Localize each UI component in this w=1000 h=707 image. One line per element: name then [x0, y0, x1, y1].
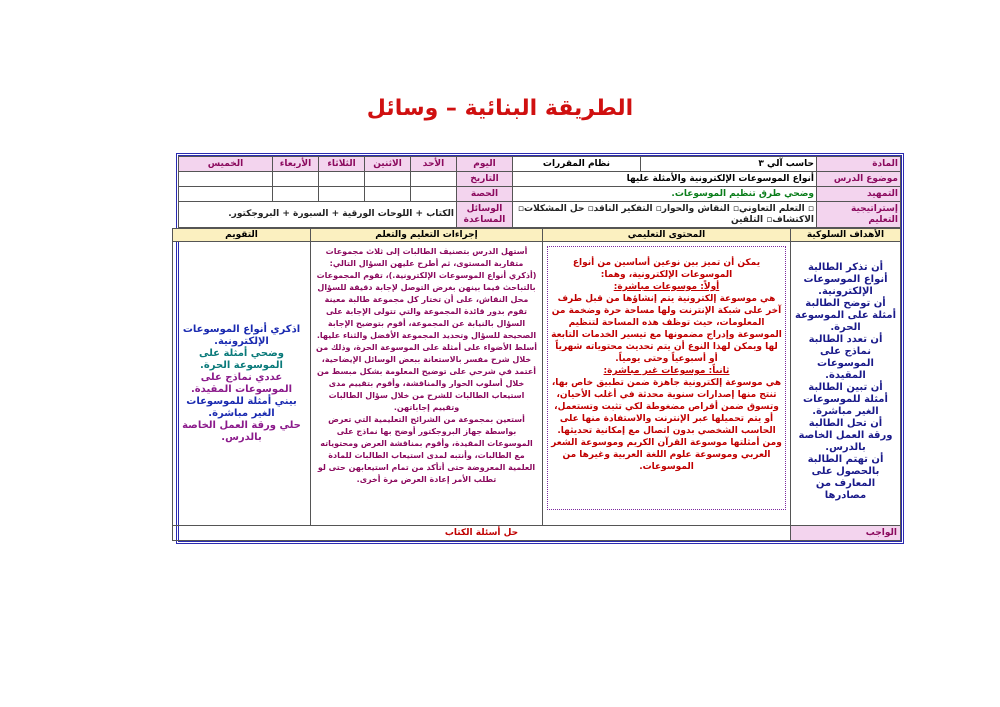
date-cell [411, 172, 457, 187]
procedure-item: أستعين بمجموعة من الشرائح التعليمية التي تعرض بواسطة جهاز البروجكتور أوضح بها نماذج على الموسوعات المقيدة، وأقوم بمناقشة العرض ومحتوياته مع الطالبات، وأنتبه لمدى استيعاب الطالبات للمادة العلمية المعروضة حتى أتأكد من تمام استيعابهن حتى لو تطلب الأمر إعادة العرض مرة أخرى. [317, 415, 536, 484]
homework-value: حل أسئلة الكتاب [173, 526, 791, 541]
col-evaluation-header: التقويم [173, 229, 311, 242]
topic-label: موضوع الدرس [817, 172, 901, 187]
strategy-label: إستراتيجية التعليم [817, 202, 901, 228]
period-cell [273, 187, 319, 202]
day-sunday: الأحد [411, 157, 457, 172]
col-goals-header: الأهداف السلوكية [791, 229, 901, 242]
evaluation-item: اذكري أنواع الموسوعات الإلكترونية. [182, 323, 301, 347]
subject-label: المادة [817, 157, 901, 172]
goal-item: أن توضح الطالبة أمثلة على الموسوعة الحرة. [795, 298, 896, 333]
evaluation-item: بيني أمثلة للموسوعات الغير مباشرة. [186, 395, 297, 419]
period-cell [411, 187, 457, 202]
date-cell [319, 172, 365, 187]
goal-item: أن تهتم الطالبة بالحصول على المعارف من مصادرها [807, 454, 884, 501]
procedure-item: أستهل الدرس بتصنيف الطالبات إلى ثلاث مجموعات متقاربة المستوى، ثم أطرح عليهن السؤال التالي: (أذكري أنواع الموسوعات الإلكترونية.)، تقوم المجموعات بالتباحث فيما بينهن بغرض التوصل لإجابة دقيقة للسؤال محل النقاش، على أن تختار كل مجموعة طالبة معينة تقوم بدور قائدة المجموعة والتي تتولى الإجابة على السؤال بالنيابة عن المجموعة، أقوم بتوضيح الإجابة الصحيحة للسؤال وتحديد المجموعة الأفضل والثناء عليها. [316, 247, 537, 340]
header-table [178, 156, 901, 228]
date-cell [178, 172, 272, 187]
intro-label: التمهيد [817, 187, 901, 202]
homework-label: الواجب [791, 526, 901, 541]
content-second-body: هي موسوعة إلكترونية جاهزة ضمن تطبيق خاص بها، تنتج منها إصدارات سنوية محدثة في أغلب الأحيان، وتسوق ضمن أقراص مضغوطة لكي تثبت وتستعمل، أو يتم تحميلها عبر الإنترنت والاستفادة منها على الحاسب الشخصي بدون اتصال مع إمكانية تحديثها. ومن أمثلتها موسوعة القرآن الكريم وموسوعة الشعر العربي وموسوعة علوم اللغة العربية وغيرها من الموسوعات. [551, 378, 782, 472]
evaluation-item: حلي ورقة العمل الخاصة بالدرس. [182, 419, 301, 443]
col-content-header: المحتوى التعليمي [543, 229, 791, 242]
evaluation-item: وضحي أمثلة على الموسوعة الحرة. [198, 347, 285, 371]
day-thursday: الخميس [178, 157, 272, 172]
procedures-cell [311, 242, 543, 526]
subject-value: حاسب آلي ٣ [641, 157, 817, 172]
evaluation-cell [173, 242, 311, 526]
goals-cell [791, 242, 901, 526]
col-procedures-header: إجراءات التعليم والتعلم [311, 229, 543, 242]
topic-value: أنواع الموسوعات الإلكترونية والأمثلة عليها [513, 172, 817, 187]
day-label: اليوم [457, 157, 513, 172]
goal-item: أن تبين الطالبة أمثلة للموسوعات الغير مباشرة. [803, 382, 888, 417]
courses-system: نظام المقررات [513, 157, 641, 172]
goal-item: أن تعدد الطالبة نماذج على الموسوعات المقيدة. [808, 334, 883, 381]
date-cell [365, 172, 411, 187]
period-cell [178, 187, 272, 202]
procedure-item: أسلط الأضواء على أمثلة على الموسوعة الحرة، وذلك من خلال شرح مفسر بالاستعانة ببعض الوسائل الإيضاحية، أعتمد في شرحي على توضيح المعلومة بشكل مبسط من خلال أسلوب الحوار والمناقشة، وأقوم بتقييم مدى استيعاب الطالبات للشرح من خلال سؤال الطالبات وتقييم إجاباتهن. [316, 343, 537, 412]
date-cell [273, 172, 319, 187]
content-second-heading: ثانياً: موسوعات غير مباشرة: [603, 366, 730, 376]
page-title: الطريقة البنائية – وسائل [366, 96, 634, 121]
evaluation-item: عددي نماذج على الموسوعات المقيدة. [190, 371, 293, 395]
goal-item: أن تذكر الطالبة أنواع الموسوعات الإلكترونية. [803, 262, 888, 297]
period-label: الحصة [457, 187, 513, 202]
aids-value: الكتاب + اللوحات الورقية + السبورة + البروجكتور. [178, 202, 456, 228]
lesson-plan-sheet [176, 153, 904, 544]
period-cell [319, 187, 365, 202]
content-first-heading: أولاً: موسوعات مباشرة: [613, 282, 720, 292]
aids-label: الوسائل المساعدة [457, 202, 513, 228]
intro-value: وضحي طرق تنظيم الموسوعات. [513, 187, 817, 202]
goal-item: أن تحل الطالبة ورقة العمل الخاصة بالدرس. [798, 418, 893, 453]
day-tuesday: الثلاثاء [319, 157, 365, 172]
content-first-body: هي موسوعة إلكترونية يتم إنشاؤها من قبل طرف آخر على شبكة الإنترنت ولها مساحة حرة وضخمة من المعلومات، حيث توظف هذه المساحة لتنظيم الموسوعة وإدراج مضمونها مع تيسير الخدمات التابعة لها ويمكن لهذا النوع أن يتم تحديث محتوياته شهرياً أو أسبوعياً وحتى يومياً. [551, 294, 782, 364]
day-monday: الاثنين [365, 157, 411, 172]
content-table [172, 228, 901, 541]
strategy-value: ▫ التعلم التعاوني▫ النقاش والحوار▫ التفكير الناقد▫ حل المشكلات▫ الاكتشاف▫ التلقين [513, 202, 817, 228]
content-intro: يمكن أن تميز بين نوعين أساسين من أنواع الموسوعات الإلكترونية، وهما: [572, 258, 761, 280]
period-cell [365, 187, 411, 202]
date-label: التاريخ [457, 172, 513, 187]
content-cell [543, 242, 791, 526]
day-wednesday: الأربعاء [273, 157, 319, 172]
